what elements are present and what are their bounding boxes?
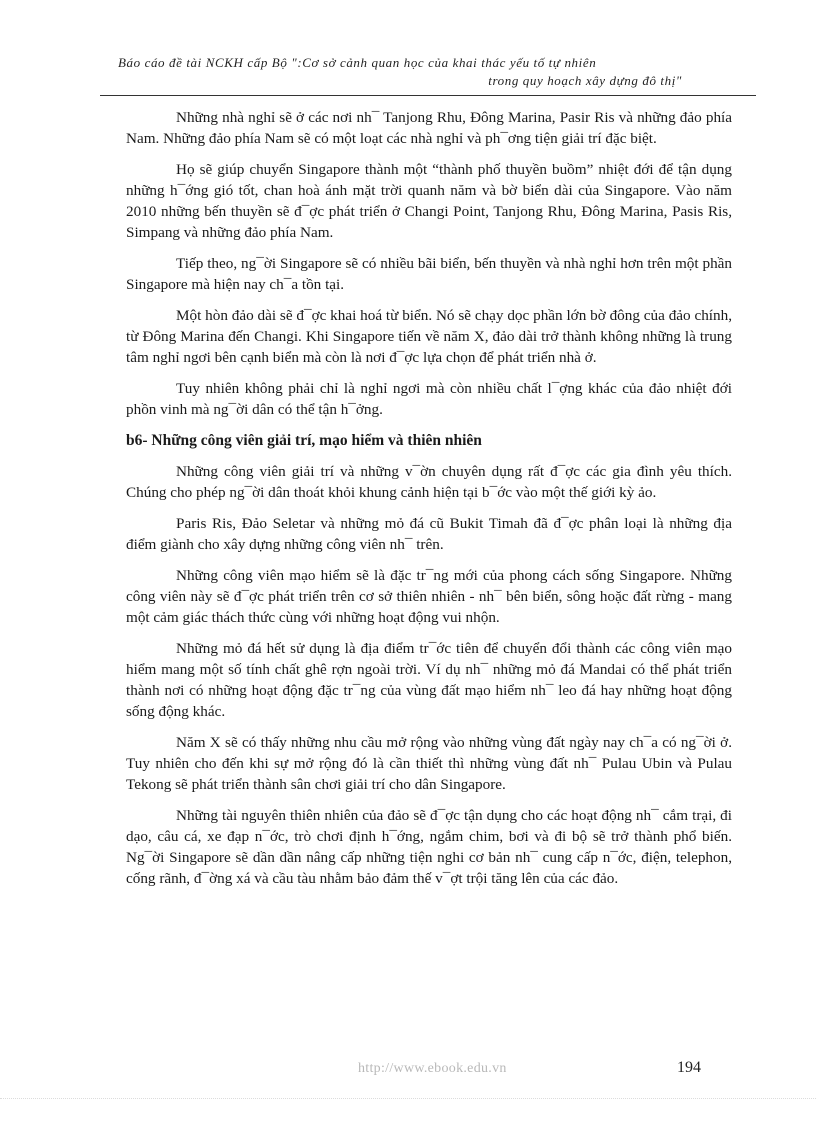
footer-divider (0, 1098, 816, 1099)
paragraph: Những tài nguyên thiên nhiên của đảo sẽ đ¯ợc tận dụng cho các hoạt động nh¯ cắm trại, đi dạo, câu cá, xe đạp n¯ớc, trò chơi định h¯ớng, ngắm chim, bơi và đi bộ sẽ trở thành phổ biến. Ng¯ời Singapore sẽ dần dần nâng cấp những tiện nghi cơ bản nh¯ cung cấp n¯ớc, điện, telephon, cống rãnh, đ¯ờng xá và cầu tàu nhằm bảo đảm thế v¯ợt trội tăng lên của các đảo. (126, 807, 732, 887)
section-heading: b6- Những công viên giải trí, mạo hiểm và thiên nhiên (126, 432, 482, 449)
header-divider (100, 95, 756, 96)
paragraph: Những công viên giải trí và những v¯ờn chuyên dụng rất đ¯ợc các gia đình yêu thích. Chúng cho phép ng¯ời dân thoát khỏi khung cảnh hiện tại b¯ớc vào một thế giới kỳ ảo. (126, 463, 732, 501)
footer-url-link[interactable]: http://www.ebook.edu.vn (358, 1061, 507, 1076)
paragraph: Tuy nhiên không phải chỉ là nghỉ ngơi mà còn nhiều chất l¯ợng khác của đảo nhiệt đới phồn vinh mà ng¯ời dân có thể tận h¯ởng. (126, 380, 732, 418)
paragraph: Năm X sẽ có thấy những nhu cầu mở rộng vào những vùng đất ngày nay ch¯a có ng¯ời ở. Tuy nhiên cho đến khi sự mở rộng đó là cần thiết thì những vùng đất nh¯ Pulau Ubin và Pulau Tekong sẽ phát triển thành sân chơi giải trí cho dân Singapore. (126, 734, 732, 793)
header-line-1: Báo cáo đề tài NCKH cấp Bộ ":Cơ sở cảnh quan học của khai thác yếu tố tự nhiên (118, 55, 597, 70)
paragraph: Những nhà nghỉ sẽ ở các nơi nh¯ Tanjong Rhu, Đông Marina, Pasir Ris và những đảo phía Nam. Những đảo phía Nam sẽ có một loạt các nhà nghỉ và ph¯ơng tiện giải trí đặc biệt. (126, 109, 732, 147)
page-body (126, 107, 732, 899)
paragraph: Những mỏ đá hết sử dụng là địa điểm tr¯ớc tiên để chuyển đổi thành các công viên mạo hiểm mang một số tính chất ghê rợn ngoài trời. Ví dụ nh¯ những mỏ đá Mandai có thể phát triển thành nơi có những hoạt động đặc tr¯ng của vùng đất mạo hiểm nh¯ leo đá hay những hoạt động sống động khác. (126, 640, 732, 720)
paragraph: Tiếp theo, ng¯ời Singapore sẽ có nhiều bãi biển, bến thuyền và nhà nghỉ hơn trên một phần Singapore mà hiện nay ch¯a tồn tại. (126, 255, 732, 293)
paragraph: Paris Ris, Đảo Seletar và những mỏ đá cũ Bukit Timah đã đ¯ợc phân loại là những địa điểm giành cho xây dựng những công viên nh¯ trên. (126, 515, 732, 553)
paragraph: Họ sẽ giúp chuyển Singapore thành một “thành phố thuyền buồm” nhiệt đới để tận dụng những h¯ớng gió tốt, chan hoà ánh mặt trời quanh năm và bờ biển dài của Singapore. Vào năm 2010 những bến thuyền sẽ đ¯ợc phát triển ở Changi Point, Tanjong Rhu, Đông Marina, Pasis Ris, Simpang và những đảo phía Nam. (126, 161, 732, 241)
page-number: 194 (677, 1059, 701, 1076)
running-header (100, 55, 756, 89)
paragraph: Những công viên mạo hiểm sẽ là đặc tr¯ng mới của phong cách sống Singapore. Những công viên này sẽ đ¯ợc phát triển trên cơ sở thiên nhiên - nh¯ bên biển, sông hoặc đất rừng - mang một cảm giác thách thức cùng với những hoạt động vui nhộn. (126, 567, 732, 626)
header-line-2: trong quy hoạch xây dựng đô thị" (488, 73, 682, 88)
paragraph: Một hòn đảo dài sẽ đ¯ợc khai hoá từ biển. Nó sẽ chạy dọc phần lớn bờ đông của đảo chính, từ Đông Marina đến Changi. Khi Singapore tiến về năm X, đảo dài trở thành không những là trung tâm nghỉ ngơi bên cạnh biển mà còn là nơi đ¯ợc lựa chọn để phát triển nhà ở. (126, 307, 732, 366)
